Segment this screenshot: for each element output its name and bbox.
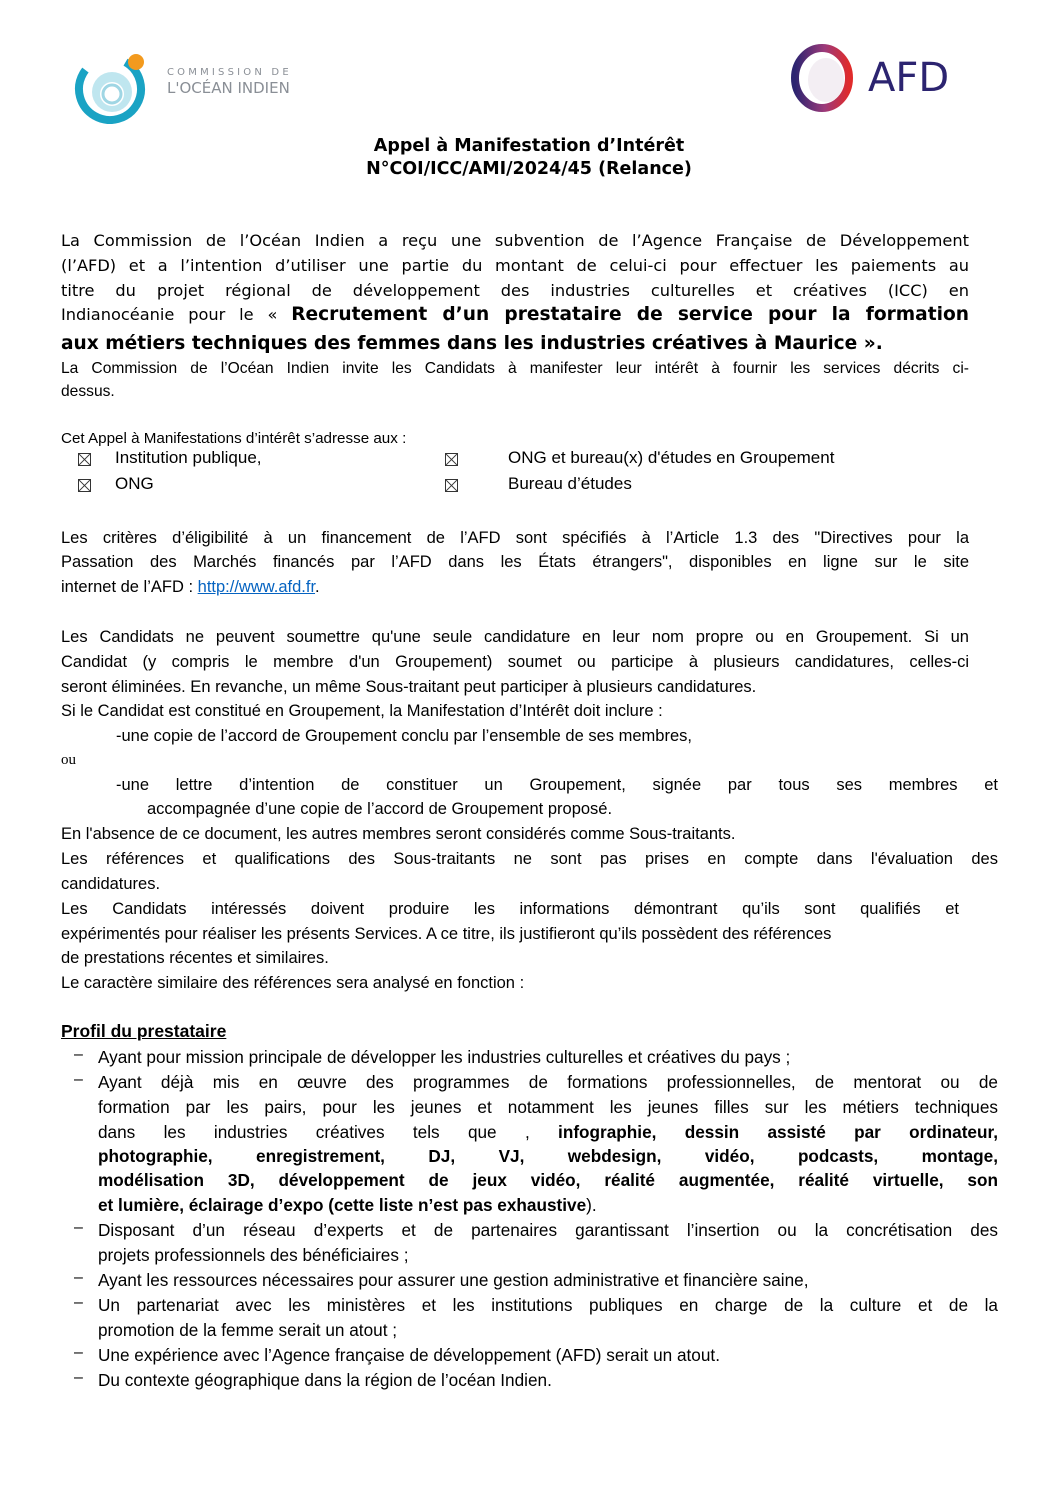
bullet-dash-icon: – bbox=[74, 1071, 83, 1088]
profile-bullet: promotion de la femme serait un atout ; bbox=[98, 1320, 398, 1340]
page-title: Appel à Manifestation d’Intérêt bbox=[373, 136, 685, 156]
eligibility-line: internet de l’AFD : http://www.afd.fr. bbox=[61, 578, 320, 596]
profile-bullet: Ayant les ressources nécessaires pour assurer une gestion administrative et financière saine, bbox=[98, 1270, 809, 1290]
candidates-line: de prestations récentes et similaires. bbox=[61, 949, 329, 967]
checkbox-bureau-etudes[interactable] bbox=[445, 479, 458, 492]
coi-name: COMMISSION DE L'OCÉAN INDIEN bbox=[167, 67, 292, 97]
eligibility-line: Les critères d’éligibilité à un financement de l’AFD sont spécifiés à l’Article 1.3 des "Directives pour la bbox=[61, 529, 969, 547]
checkbox-label: ONG et bureau(x) d'études en Groupement bbox=[508, 448, 835, 467]
bullet-dash-icon: – bbox=[74, 1219, 83, 1236]
candidates-line: En l'absence de ce document, les autres membres seront considérés comme Sous-traitants. bbox=[61, 825, 736, 843]
candidates-line: Candidat (y compris le membre d'un Groupement) soumet ou participe à plusieurs candidatures, celles-ci bbox=[61, 653, 969, 671]
candidates-line: Les références et qualifications des Sous-traitants ne sont pas prises en compte dans l'évaluation des bbox=[61, 850, 998, 868]
audience-label: Cet Appel à Manifestations d’intérêt s’adresse aux : bbox=[61, 430, 407, 447]
checkbox-ong[interactable] bbox=[78, 479, 91, 492]
afd-wordmark: AFD bbox=[868, 55, 950, 101]
checkbox-label: Institution publique, bbox=[115, 448, 262, 467]
profile-bullet: Une expérience avec l’Agence française de développement (AFD) serait un atout. bbox=[98, 1345, 720, 1365]
bullet-dash-icon: – bbox=[74, 1294, 83, 1311]
intro-line: (l’AFD) et a l’intention d’utiliser une partie du montant de celui-ci pour effectuer les paiements au bbox=[61, 256, 969, 275]
requirement-item: accompagnée d’une copie de l’accord de Groupement proposé. bbox=[147, 800, 613, 818]
profile-bullet: projets professionnels des bénéficiaires ; bbox=[98, 1245, 409, 1265]
profile-bullet: Du contexte géographique dans la région de l’océan Indien. bbox=[98, 1370, 552, 1390]
project-title: Recrutement d’un prestataire de service pour la formation bbox=[291, 304, 969, 325]
coi-swirl-icon bbox=[72, 44, 152, 124]
requirement-item: -une lettre d’intention de constituer un Groupement, signée par tous ses membres et bbox=[116, 776, 998, 794]
candidates-line: Si le Candidat est constitué en Groupement, la Manifestation d’Intérêt doit inclure : bbox=[61, 702, 663, 720]
checkbox-institution-publique[interactable] bbox=[78, 453, 91, 466]
coi-logo bbox=[72, 44, 312, 124]
profile-bullet: photographie, enregistrement, DJ, VJ, webdesign, vidéo, podcasts, montage, bbox=[98, 1146, 998, 1166]
afd-website-link[interactable]: http://www.afd.fr bbox=[197, 578, 316, 596]
profile-bullet: dans les industries créatives tels que , infographie, dessin assisté par ordinateur, bbox=[98, 1122, 998, 1142]
project-title: aux métiers techniques des femmes dans les industries créatives à Maurice ». bbox=[61, 333, 883, 354]
profile-bullet: Un partenariat avec les ministères et les institutions publiques en charge de la culture et de la bbox=[98, 1295, 998, 1315]
afd-ring-icon bbox=[790, 44, 858, 112]
checkbox-label: Bureau d’études bbox=[508, 474, 632, 493]
intro-line-project bbox=[61, 331, 969, 356]
intro-line: La Commission de l’Océan Indien a reçu une subvention de l’Agence Française de Développement bbox=[61, 231, 969, 250]
candidates-line: Les Candidats ne peuvent soumettre qu'une seule candidature en leur nom propre ou en Groupement. Si un bbox=[61, 628, 969, 646]
profile-bullet: modélisation 3D, développement de jeux vidéo, réalité augmentée, réalité virtuelle, son bbox=[98, 1170, 998, 1190]
checkbox-label: ONG bbox=[115, 474, 154, 493]
profile-bullet: et lumière, éclairage d’expo (cette liste n’est pas exhaustive). bbox=[98, 1195, 597, 1215]
bullet-dash-icon: – bbox=[74, 1369, 83, 1386]
profile-bullet: Ayant déjà mis en œuvre des programmes de formations professionnelles, de mentorat ou de bbox=[98, 1072, 998, 1092]
afd-logo bbox=[790, 44, 970, 114]
eligibility-line: Passation des Marchés financés par l’AFD dans les États étrangers", disponibles en ligne sur le site bbox=[61, 553, 969, 571]
requirement-item: -une copie de l’accord de Groupement conclu par l’ensemble de ses membres, bbox=[116, 727, 692, 745]
section-heading-profil: Profil du prestataire bbox=[61, 1021, 227, 1041]
bullet-dash-icon: – bbox=[74, 1344, 83, 1361]
reference-number: N°COI/ICC/AMI/2024/45 (Relance) bbox=[366, 159, 692, 179]
candidates-line: Le caractère similaire des références sera analysé en fonction : bbox=[61, 974, 525, 992]
intro-line-project: Indianocéanie pour le « Recrutement d’un prestataire de service pour la formation bbox=[61, 304, 969, 325]
invite-line: La Commission de l’Océan Indien invite les Candidats à manifester leur intérêt à fournir les services décrits ci- bbox=[61, 360, 969, 377]
candidates-line: seront éliminées. En revanche, un même Sous-traitant peut participer à plusieurs candidatures. bbox=[61, 678, 757, 696]
invite-line: dessus. bbox=[61, 383, 115, 400]
candidates-line: Les Candidats intéressés doivent produire les informations démontrant qu’ils sont qualifiés et bbox=[61, 900, 959, 918]
profile-bullet: formation par les pairs, pour les jeunes et notamment les jeunes filles sur les métiers techniques bbox=[98, 1097, 998, 1117]
intro-line: titre du projet régional de développement des industries culturelles et créatives (ICC) en bbox=[61, 281, 969, 300]
checkbox-ong-bureaux-groupement[interactable] bbox=[445, 453, 458, 466]
profile-bullet: Disposant d’un réseau d’experts et de partenaires garantissant l’insertion ou la concrétisation des bbox=[98, 1220, 998, 1240]
profile-bullet: Ayant pour mission principale de développer les industries culturelles et créatives du pays ; bbox=[98, 1047, 791, 1067]
bullet-dash-icon: – bbox=[74, 1269, 83, 1286]
candidates-line: candidatures. bbox=[61, 875, 161, 893]
bullet-dash-icon: – bbox=[74, 1046, 83, 1063]
or-separator: ou bbox=[61, 752, 76, 768]
candidates-line: expérimentés pour réaliser les présents Services. A ce titre, ils justifieront qu’ils possèdent des références bbox=[61, 925, 832, 943]
